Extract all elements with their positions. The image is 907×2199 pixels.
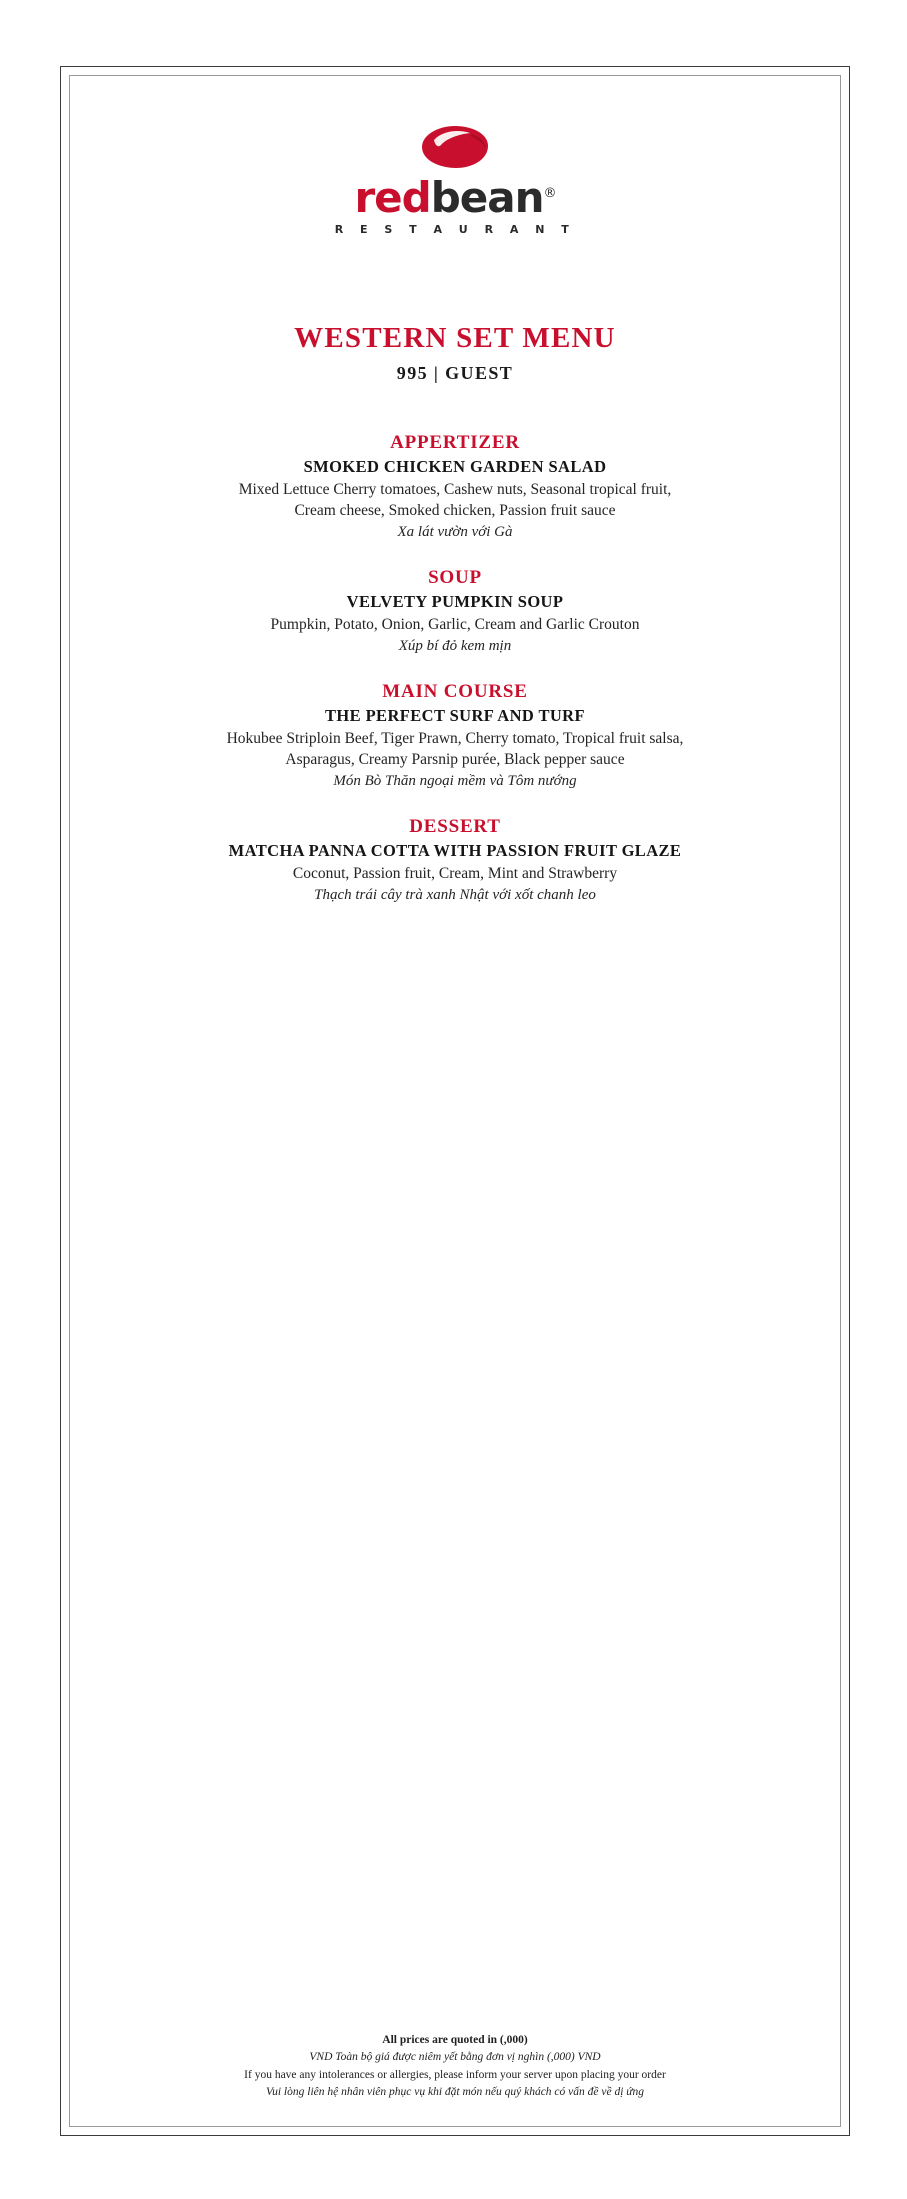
brand-subtitle: R E S T A U R A N T [334, 223, 576, 236]
dish-description-line1: Coconut, Passion fruit, Cream, Mint and Strawberry [292, 864, 618, 882]
brand-word-red: red [354, 173, 431, 222]
course-heading: MAIN COURSE [382, 680, 528, 702]
dish-name: MATCHA PANNA COTTA WITH PASSION FRUIT GLAZE [228, 840, 682, 860]
red-bean-icon [418, 123, 492, 171]
dish-name-vietnamese: Thạch trái cây trà xanh Nhật với xốt chanh leo [314, 886, 596, 903]
footer-allergy-note-vietnamese: Vui lòng liên hệ nhân viên phục vụ khi đặt món nếu quý khách có vấn đề về dị ứng [265, 2085, 645, 2098]
footer-price-note: All prices are quoted in (,000) [382, 2034, 528, 2046]
dish-description-line1: Hokubee Striploin Beef, Tiger Prawn, Cherry tomato, Tropical fruit salsa, [226, 729, 684, 747]
page-title: WESTERN SET MENU [294, 322, 616, 354]
footer-price-note-vietnamese: VND Toàn bộ giá được niêm yết bằng đơn vị nghìn (,000) VND [309, 2051, 601, 2064]
course-item [101, 432, 809, 541]
dish-name-vietnamese: Xa lát vườn với Gà [397, 523, 513, 540]
course-item [101, 681, 809, 790]
brand-logo [101, 123, 809, 236]
course-heading: APPERTIZER [390, 432, 520, 453]
course-heading: SOUP [428, 566, 482, 588]
dish-name: THE PERFECT SURF AND TURF [325, 705, 585, 725]
registered-mark-icon: ® [543, 186, 556, 201]
dish-description-line2: Cream cheese, Smoked chicken, Passion fruit sauce [294, 501, 616, 519]
brand-word-dark: bean [430, 173, 544, 222]
footer-allergy-note: If you have any intolerances or allergies, please inform your server upon placing your order [244, 2068, 666, 2081]
course-item [101, 567, 809, 655]
brand-wordmark [354, 173, 556, 222]
dish-description-line1: Mixed Lettuce Cherry tomatoes, Cashew nuts, Seasonal tropical fruit, [238, 481, 672, 498]
course-list [101, 432, 809, 904]
menu-content [61, 67, 849, 2135]
dish-description-line2: Asparagus, Creamy Parsnip purée, Black pepper sauce [285, 750, 625, 768]
menu-price: 995 | GUEST [396, 363, 514, 383]
dish-name: SMOKED CHICKEN GARDEN SALAD [303, 457, 607, 476]
course-heading: DESSERT [409, 815, 501, 837]
dish-description-line1: Pumpkin, Potato, Onion, Garlic, Cream and Garlic Crouton [270, 615, 640, 633]
menu-outer-border [60, 66, 850, 2136]
menu-footer [61, 2032, 849, 2101]
dish-name-vietnamese: Món Bò Thăn ngoại mềm và Tôm nướng [333, 772, 577, 789]
dish-name-vietnamese: Xúp bí đỏ kem mịn [398, 637, 512, 654]
course-item [101, 816, 809, 904]
dish-name: VELVETY PUMPKIN SOUP [346, 591, 564, 611]
